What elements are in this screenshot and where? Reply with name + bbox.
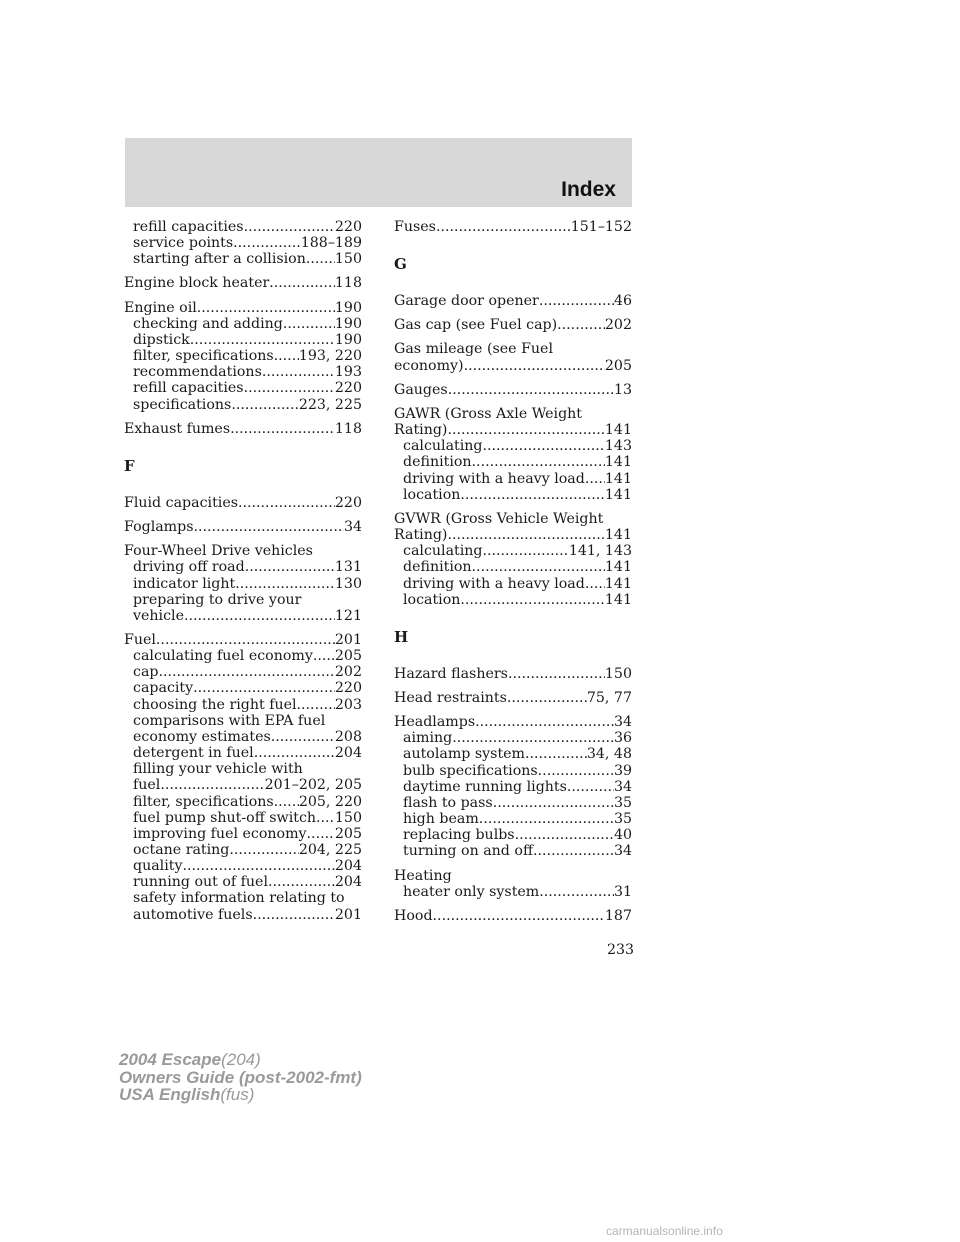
index-page-ref: 193, 220	[298, 348, 362, 365]
index-subentry	[124, 713, 362, 729]
index-page-ref: 202	[334, 664, 362, 681]
index-term-text: Garage door opener	[394, 293, 539, 310]
index-subentry	[124, 332, 362, 348]
index-page-ref: 141	[604, 559, 632, 576]
index-page-ref: 205, 220	[298, 793, 362, 810]
index-term-text: driving off road	[133, 559, 245, 576]
index-subentry	[394, 438, 632, 454]
index-term-text: aiming	[403, 730, 453, 747]
index-subentry	[394, 884, 632, 900]
leader-dots	[493, 795, 614, 811]
index-subentry	[124, 664, 362, 680]
leader-dots	[508, 666, 605, 682]
index-page-ref: 201	[334, 906, 362, 923]
header-band	[125, 138, 632, 207]
section-letter: G	[394, 255, 407, 274]
index-term	[124, 632, 362, 648]
index-page-ref: 141	[604, 591, 632, 608]
index-term	[394, 317, 632, 333]
index-subentry	[394, 543, 632, 559]
index-term-text: location	[403, 486, 461, 503]
index-page-ref: 204, 225	[298, 842, 362, 858]
leader-dots	[436, 219, 571, 235]
leader-dots	[460, 487, 605, 503]
index-page-ref: 202	[604, 317, 632, 334]
index-term-text: dipstick	[133, 331, 190, 348]
index-term-text: filter, specifications	[133, 793, 274, 810]
leader-dots	[160, 777, 264, 793]
leader-dots	[233, 235, 301, 251]
index-term-text: Gauges	[394, 381, 448, 398]
index-entry	[394, 908, 632, 924]
index-term-text: filter, specifications	[133, 348, 274, 365]
index-page-ref: 205	[334, 648, 362, 665]
leader-dots	[316, 810, 335, 826]
index-term-text: Hood	[394, 907, 433, 924]
index-subentry	[124, 576, 362, 592]
index-subentry	[124, 858, 362, 874]
index-page-ref: 203	[334, 696, 362, 713]
index-subentry	[394, 576, 632, 592]
index-term-text: daytime running lights	[403, 778, 567, 795]
index-entry	[394, 382, 632, 398]
index-term-text: indicator light	[133, 575, 236, 592]
index-term-text: filling your vehicle with	[133, 761, 303, 778]
index-page-ref: 220	[334, 680, 362, 697]
index-term-text: starting after a collision	[133, 251, 306, 268]
index-term	[394, 422, 632, 438]
index-subentry	[124, 219, 362, 235]
index-subentry	[394, 795, 632, 811]
leader-dots	[244, 219, 335, 235]
index-page-ref: 201–202, 205	[264, 777, 362, 794]
leader-dots	[507, 690, 587, 706]
index-term-text: Gas cap (see Fuel cap)	[394, 317, 558, 334]
leader-dots	[244, 380, 335, 396]
leader-dots	[515, 827, 614, 843]
index-term-text: Fuel	[124, 631, 156, 648]
index-term-text: definition	[403, 454, 472, 471]
footer-language: USA English	[119, 1085, 221, 1104]
footer-language-code: (fus)	[220, 1085, 255, 1104]
leader-dots	[482, 438, 604, 454]
index-term-text: Fuses	[394, 219, 436, 235]
index-subentry	[394, 746, 632, 762]
index-term-text: capacity	[133, 680, 194, 697]
index-term	[394, 527, 632, 543]
index-page-ref: 35	[613, 811, 632, 828]
index-entry	[394, 666, 632, 682]
index-term	[394, 219, 632, 235]
index-subentry	[394, 559, 632, 575]
leader-dots	[539, 884, 614, 900]
index-subentry	[124, 745, 362, 761]
index-term-text: fuel	[133, 777, 161, 794]
index-page-ref: 34	[343, 519, 362, 536]
watermark: carmanualsonline.info	[606, 1224, 723, 1238]
index-term-text: calculating fuel economy	[133, 648, 313, 665]
page-number: 233	[607, 942, 635, 958]
leader-dots	[447, 527, 604, 543]
index-subentry	[124, 251, 362, 267]
index-subentry	[124, 397, 362, 413]
leader-dots	[538, 763, 614, 779]
index-term	[124, 421, 362, 437]
index-term-text: preparing to drive your	[133, 591, 302, 608]
index-entry	[394, 406, 632, 503]
index-page-ref: 150	[604, 665, 632, 682]
leader-dots	[238, 495, 335, 511]
leader-dots	[274, 348, 299, 364]
index-term-text: automotive fuels	[133, 906, 253, 923]
leader-dots	[184, 608, 335, 624]
index-page-ref: 121	[334, 607, 362, 624]
index-subentry	[394, 779, 632, 795]
index-subentry	[124, 648, 362, 664]
leader-dots	[306, 251, 335, 267]
index-term	[124, 300, 362, 316]
index-page-ref: 31	[613, 883, 632, 900]
index-term	[124, 495, 362, 511]
index-page-ref: 34	[613, 714, 632, 731]
leader-dots	[190, 332, 335, 348]
index-term-text: Rating)	[394, 422, 448, 439]
leader-dots	[254, 745, 335, 761]
leader-dots	[230, 421, 335, 437]
index-term	[394, 406, 632, 422]
index-term	[394, 666, 632, 682]
index-term-text: comparisons with EPA fuel	[133, 712, 326, 729]
index-term-text: flash to pass	[403, 794, 493, 811]
index-term-text: Gas mileage (see Fuel	[394, 341, 553, 358]
leader-dots	[229, 842, 298, 858]
index-subentry	[394, 843, 632, 859]
index-term-text: bulb specifications	[403, 762, 538, 779]
index-subentry	[394, 487, 632, 503]
leader-dots	[452, 730, 614, 746]
index-page-ref: 35	[613, 794, 632, 811]
leader-dots	[464, 358, 605, 374]
index-entry	[394, 714, 632, 859]
index-page-ref: 34, 48	[586, 746, 632, 763]
index-term-text: Four-Wheel Drive vehicles	[124, 543, 313, 560]
index-term-text: Engine oil	[124, 299, 197, 316]
index-term-text: recommendations	[133, 364, 262, 381]
footer-model-code: (204)	[221, 1050, 261, 1069]
index-page-ref: 220	[334, 380, 362, 397]
footer-guide: Owners Guide (post-2002-fmt)	[119, 1067, 362, 1087]
index-term-text: Exhaust fumes	[124, 420, 231, 437]
index-term	[124, 275, 362, 291]
index-page-ref: 204	[334, 745, 362, 762]
leader-dots	[197, 300, 335, 316]
index-subentry	[124, 380, 362, 396]
index-column-right	[394, 219, 632, 924]
section-letter: F	[124, 456, 135, 475]
index-subentry	[394, 730, 632, 746]
index-page-ref: 141	[604, 486, 632, 503]
index-term-text: vehicle	[133, 607, 184, 624]
index-term-text: heater only system	[403, 883, 540, 900]
leader-dots	[479, 811, 614, 827]
index-entry	[394, 690, 632, 706]
index-page-ref: 190	[334, 299, 362, 316]
index-entry	[124, 543, 362, 624]
index-term	[124, 519, 362, 535]
index-term-text: specifications	[133, 396, 232, 413]
index-page-ref: 151–152	[570, 219, 632, 235]
leader-dots	[472, 454, 605, 470]
index-page-ref: 205	[334, 825, 362, 842]
leader-dots	[194, 519, 344, 535]
index-term	[394, 908, 632, 924]
index-page-ref: 220	[334, 219, 362, 235]
index-term-text: cap	[133, 664, 159, 681]
index-term-text: Rating)	[394, 527, 448, 544]
leader-dots	[433, 908, 605, 924]
index-term	[394, 293, 632, 309]
page-title: Index	[561, 178, 616, 201]
index-term-text: definition	[403, 559, 472, 576]
index-term-text: calculating	[403, 438, 483, 455]
footer-model-line	[119, 1051, 362, 1069]
index-page-ref: 130	[334, 575, 362, 592]
index-page-ref: 141, 143	[568, 543, 632, 560]
leader-dots	[313, 648, 335, 664]
index-term-text: refill capacities	[133, 219, 244, 235]
index-term-text: refill capacities	[133, 380, 244, 397]
index-term-text: running out of fuel	[133, 874, 268, 891]
index-term-text: economy estimates	[133, 728, 271, 745]
index-term-text: octane rating	[133, 842, 230, 858]
index-term-text: turning on and off	[403, 843, 534, 860]
leader-dots	[557, 317, 605, 333]
index-term-text: fuel pump shut-off switch	[133, 809, 317, 826]
leader-dots	[539, 293, 614, 309]
footer-language-line	[119, 1086, 362, 1104]
index-subentry	[124, 608, 362, 624]
leader-dots	[193, 680, 335, 696]
index-term-text: replacing bulbs	[403, 827, 515, 844]
index-subentry	[394, 454, 632, 470]
index-subentry	[124, 761, 362, 777]
section-letter: H	[394, 627, 409, 646]
index-term	[394, 690, 632, 706]
index-page-ref: 188–189	[300, 235, 362, 252]
index-term-text: driving with a heavy load	[403, 470, 585, 487]
index-term-text: detergent in fuel	[133, 745, 254, 762]
leader-dots	[159, 664, 335, 680]
index-page-ref: 204	[334, 874, 362, 891]
leader-dots	[274, 794, 299, 810]
index-page-ref: 141	[604, 470, 632, 487]
index-term-text: Headlamps	[394, 714, 476, 731]
index-subentry	[124, 842, 362, 858]
index-page-ref: 150	[334, 251, 362, 268]
index-term-text: Engine block heater	[124, 275, 270, 292]
index-subentry	[124, 697, 362, 713]
leader-dots	[448, 382, 614, 398]
index-entry	[394, 317, 632, 333]
index-entry	[124, 495, 362, 511]
index-entry	[394, 293, 632, 309]
index-subentry	[124, 559, 362, 575]
index-term-text: choosing the right fuel	[133, 696, 297, 713]
leader-dots	[182, 858, 334, 874]
leader-dots	[156, 632, 335, 648]
index-page-ref: 150	[334, 809, 362, 826]
index-subentry	[394, 827, 632, 843]
index-subentry	[394, 592, 632, 608]
index-term-text: GVWR (Gross Vehicle Weight	[394, 510, 604, 527]
index-subentry	[124, 810, 362, 826]
leader-dots	[533, 843, 614, 859]
leader-dots	[245, 559, 335, 575]
leader-dots	[297, 697, 335, 713]
index-page-ref: 220	[334, 494, 362, 511]
leader-dots	[567, 779, 614, 795]
index-term-text: Hazard flashers	[394, 665, 508, 682]
index-page-ref: 204	[334, 858, 362, 875]
index-page-ref: 36	[613, 730, 632, 747]
index-term-text: calculating	[403, 543, 483, 560]
index-term-text: driving with a heavy load	[403, 575, 585, 592]
index-subentry	[124, 364, 362, 380]
index-page-ref: 187	[604, 907, 632, 924]
index-page-ref: 190	[334, 331, 362, 348]
index-subentry	[394, 763, 632, 779]
leader-dots	[447, 422, 604, 438]
footer	[119, 1051, 362, 1104]
index-term	[394, 511, 632, 527]
leader-dots	[262, 364, 335, 380]
index-subentry	[124, 874, 362, 890]
index-page-ref: 13	[613, 381, 632, 398]
index-term	[394, 358, 632, 374]
leader-dots	[585, 576, 605, 592]
index-entry	[124, 421, 362, 437]
index-subentry	[124, 890, 362, 906]
leader-dots	[283, 316, 335, 332]
index-entry	[124, 300, 362, 413]
index-subentry	[124, 235, 362, 251]
index-page-ref: 39	[613, 762, 632, 779]
index-page-ref: 190	[334, 315, 362, 332]
index-term-text: service points	[133, 235, 234, 252]
leader-dots	[231, 397, 299, 413]
index-term	[394, 382, 632, 398]
leader-dots	[268, 874, 335, 890]
index-subentry	[124, 777, 362, 793]
index-term-text: location	[403, 591, 461, 608]
index-page-ref: 75, 77	[586, 689, 632, 706]
index-page-ref: 40	[613, 827, 632, 844]
index-term-text: Head restraints	[394, 689, 507, 706]
index-subentry	[124, 907, 362, 923]
index-page-ref: 193	[334, 364, 362, 381]
index-term-text: autolamp system	[403, 746, 526, 763]
index-entry	[394, 341, 632, 373]
leader-dots	[525, 746, 587, 762]
index-entry	[394, 511, 632, 608]
leader-dots	[585, 471, 605, 487]
leader-dots	[253, 907, 335, 923]
index-subentry	[124, 592, 362, 608]
index-page-ref: 131	[334, 559, 362, 576]
index-subentry	[124, 680, 362, 696]
index-entry	[394, 219, 632, 235]
footer-guide-line	[119, 1069, 362, 1087]
index-page-ref: 141	[604, 527, 632, 544]
index-entry	[124, 519, 362, 535]
index-page-ref: 141	[604, 575, 632, 592]
index-column-left	[124, 219, 362, 923]
index-entry	[124, 275, 362, 291]
leader-dots	[475, 714, 614, 730]
index-term-text: economy)	[394, 357, 464, 374]
index-subentry	[124, 348, 362, 364]
index-page-ref: 205	[604, 357, 632, 374]
index-term-text: Foglamps	[124, 519, 194, 536]
leader-dots	[460, 592, 605, 608]
footer-model: 2004 Escape	[119, 1050, 222, 1069]
index-term	[394, 341, 632, 357]
index-page-ref: 34	[613, 778, 632, 795]
index-term-text: quality	[133, 858, 183, 875]
index-term-text: checking and adding	[133, 315, 283, 332]
index-page-ref: 143	[604, 438, 632, 455]
index-term	[394, 714, 632, 730]
index-subentry	[124, 729, 362, 745]
index-page-ref: 118	[334, 420, 362, 437]
index-subentry	[124, 794, 362, 810]
index-term-text: high beam	[403, 811, 479, 828]
index-entry	[394, 868, 632, 900]
index-page-ref: 223, 225	[298, 396, 362, 413]
leader-dots	[235, 576, 335, 592]
index-subentry	[124, 826, 362, 842]
index-page-ref: 118	[334, 275, 362, 292]
index-term	[124, 543, 362, 559]
leader-dots	[269, 275, 335, 291]
index-subentry	[394, 471, 632, 487]
index-page-ref: 34	[613, 843, 632, 860]
leader-dots	[307, 826, 335, 842]
index-term	[394, 868, 632, 884]
index-subentry	[394, 811, 632, 827]
leader-dots	[472, 559, 605, 575]
index-page-ref: 141	[604, 454, 632, 471]
index-term-text: Fluid capacities	[124, 494, 238, 511]
index-entry	[124, 632, 362, 923]
index-term-text: GAWR (Gross Axle Weight	[394, 405, 583, 422]
index-subentry	[124, 316, 362, 332]
index-term-text: improving fuel economy	[133, 825, 307, 842]
index-page-ref: 208	[334, 728, 362, 745]
index-page-ref: 141	[604, 422, 632, 439]
index-page-ref: 201	[334, 631, 362, 648]
index-term-text: safety information relating to	[133, 890, 345, 907]
leader-dots	[271, 729, 335, 745]
index-term-text: Heating	[394, 867, 452, 884]
index-page-ref: 46	[613, 293, 632, 310]
index-entry	[124, 219, 362, 267]
leader-dots	[482, 543, 568, 559]
